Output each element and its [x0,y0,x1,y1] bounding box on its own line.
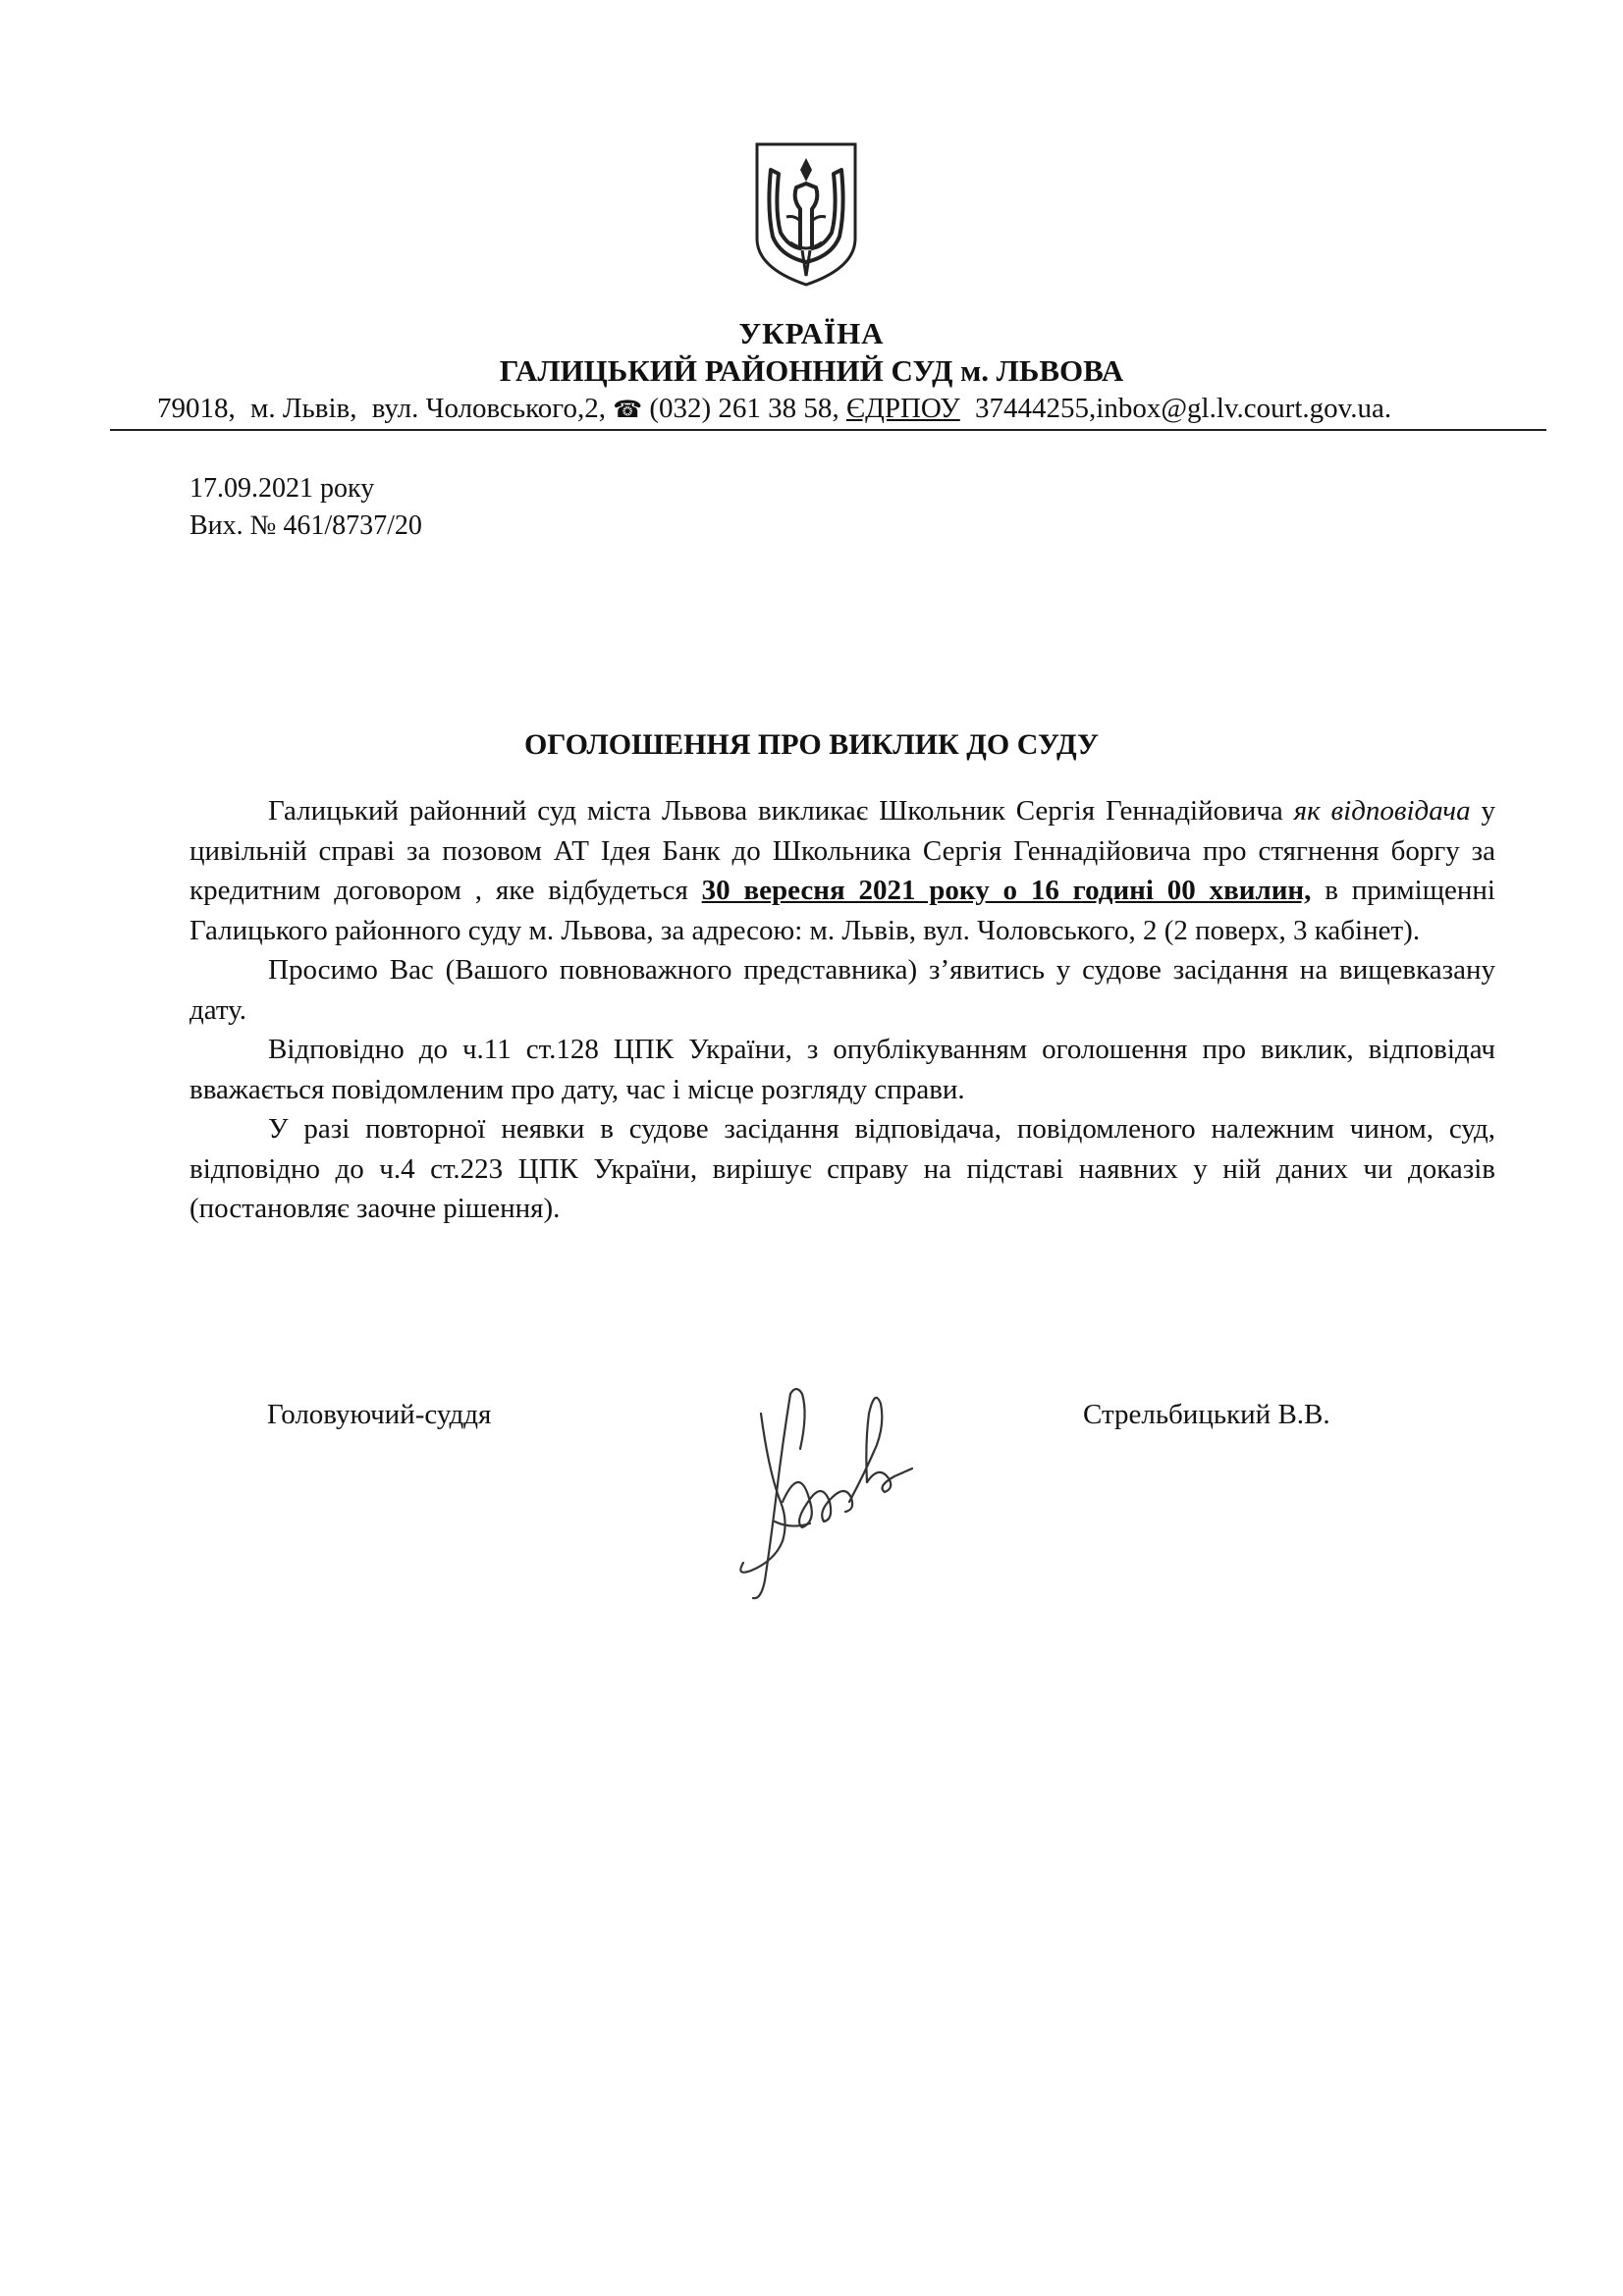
header-country: УКРАЇНА [738,316,885,350]
header-city: м. Львів, [250,393,357,424]
summons-text-start: Галицький районний суд міста Львова викликає Школьник Сергія Геннадійовича [268,795,1294,827]
header-street: вул. Чоловського,2, [371,393,606,424]
document-date: 17.09.2021 року [189,473,375,504]
header-court-name: ГАЛИЦЬКИЙ РАЙОННИЙ СУД м. ЛЬВОВА [499,353,1124,388]
summons-text-middle: у цивільній справі за позовом АТ Ідея Банк до Школьника Сергія Геннадійовича про стягнення боргу за кредитним договором , яке відбудеться [189,795,1495,906]
header-postcode: 79018, [157,393,236,424]
trident-emblem-icon [751,140,861,288]
paragraph-legal-basis: Відповідно до ч.11 ст.128 ЦПК України, з опублікуванням оголошення про виклик, відповідач вважається повідомленим про дату, час і місце розгляду справи. [189,1034,1495,1105]
telephone-icon: ☎ [613,396,643,423]
notice-title: ОГОЛОШЕННЯ ПРО ВИКЛИК ДО СУДУ [523,728,1100,761]
paragraph-request: Просимо Вас (Вашого повноважного представника) з’явитись у судове засідання на вищевказану дату. [189,954,1495,1026]
header-address-line: 79018, м. Львів, вул. Чоловського,2, ☎ (032) 261 38 58, ЄДРПОУ 37444255,inbox@gl.lv.court.gov.ua. [157,393,1392,424]
judge-name: Стрельбицький В.В. [1083,1399,1330,1430]
header-divider [110,429,1546,431]
notice-body [189,791,1495,1229]
signatory-role: Головуючий-суддя [267,1399,492,1430]
header-edrpou-email: 37444255,inbox@gl.lv.court.gov.ua. [975,393,1392,424]
header-phone: (032) 261 38 58 [649,393,833,424]
outgoing-number: Вих. № 461/8737/20 [189,510,422,541]
summons-text-end: в приміщенні Галицького районного суду м. Львова, за адресою: м. Львів, вул. Чоловського, 2 (2 поверх, 3 кабінет). [189,875,1495,946]
hearing-datetime: 30 вересня 2021 року о 16 годині 00 хвилин, [701,875,1312,906]
paragraph-summons [189,791,1495,950]
handwritten-signature-icon [692,1355,923,1610]
defendant-role: як відповідача [1293,795,1471,827]
paragraph-default-judgment: У разі повторної неявки в судове засідання відповідача, повідомленого належним чином, суд, відповідно до ч.4 ст.223 ЦПК України, вирішує справу на підставі наявних у ній даних чи доказів (постановляє заочне рішення). [189,1113,1495,1224]
header-edrpou-label: ЄДРПОУ [845,393,960,424]
